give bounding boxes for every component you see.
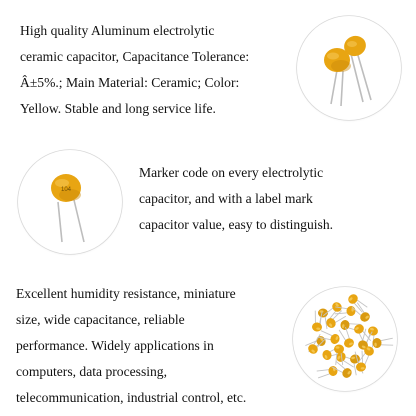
feature-section-reliability [0,270,416,416]
text-line: capacitor, and with a label mark [139,191,313,206]
feature-section-quality [0,0,416,130]
text-line: High quality Aluminum electrolytic [20,23,215,38]
single-yellow-capacitor-icon [18,150,122,254]
capacitor-pile-icon [293,287,397,391]
text-line: capacitor value, easy to distinguish. [139,217,334,232]
text-line: Yellow. Stable and long service life. [20,101,216,116]
text-line: Â±5%.; Main Material: Ceramic; Color: [20,75,240,90]
text-line: size, wide capacitance, reliable [16,312,185,327]
text-line: Excellent humidity resistance, miniature [16,286,236,301]
text-line: telecommunication, industrial control, etc. [16,390,247,405]
feature-text-reliability [16,281,246,411]
capacitor-marking: 104 [60,187,72,193]
feature-text-quality [20,18,249,122]
feature-section-marking [0,130,416,270]
feature-text-marking [139,160,333,238]
text-line: computers, data processing, [16,364,167,379]
text-line: performance. Widely applications in [16,338,214,353]
text-line: Marker code on every electrolytic [139,165,324,180]
text-line: ceramic capacitor, Capacitance Tolerance: [20,49,250,64]
two-yellow-capacitors-icon [297,16,401,120]
